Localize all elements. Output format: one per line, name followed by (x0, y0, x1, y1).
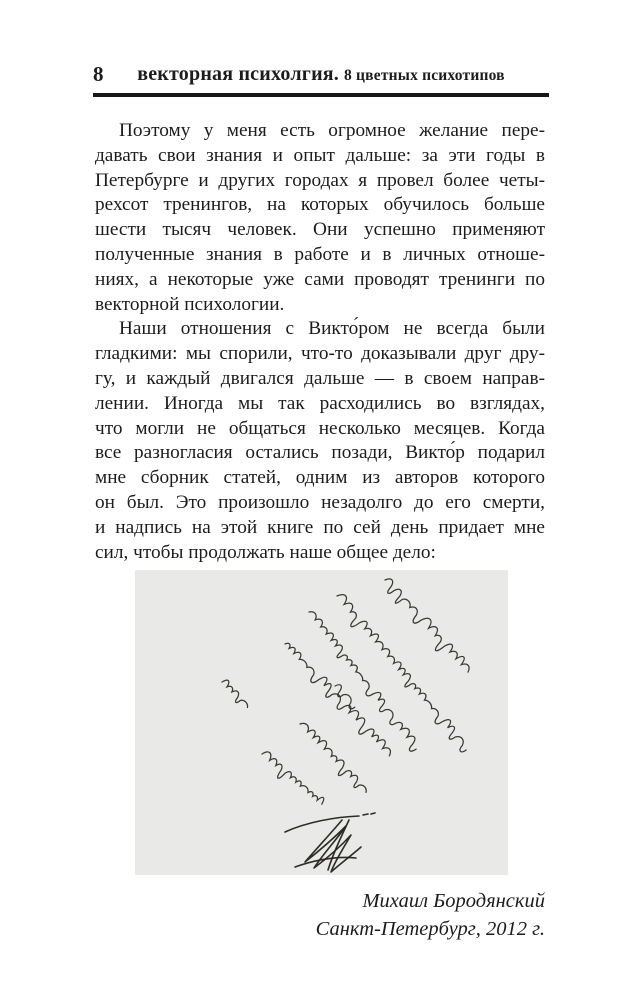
running-header (95, 62, 547, 97)
attribution-name: Михаил Бородянский (362, 890, 545, 913)
attribution-place-date: Санкт-Петербург, 2012 г. (315, 917, 545, 940)
text-line: ниях, а некоторые уже сами проводят тренинги по (95, 268, 545, 290)
text-line: сил, чтобы продолжать наше общее дело: (95, 541, 436, 563)
page-number: 8 (93, 62, 104, 86)
text-line: все разногласия остались позади, Викто́р подарил (95, 442, 545, 464)
text-line: полученные знания в работе и в личных отноше- (95, 243, 545, 265)
chapter-title (95, 62, 547, 88)
text-line: Петербурге и других городах я провел более четы- (95, 169, 545, 191)
text-line: давать свои знания и опыт дальше: за эти годы в (95, 144, 545, 166)
text-line: шести тысяч человек. Они успешно применяют (95, 219, 545, 241)
text-line: что могли не общаться несколько месяцев. Когда (95, 417, 545, 439)
chapter-title-sub: 8 цветных психотипов (344, 67, 505, 84)
header-row (95, 62, 547, 88)
header-rule (93, 93, 549, 97)
text-line: гладкими: мы спорили, что-то доказывали друг дру- (95, 343, 545, 365)
text-line: Поэтому у меня есть огромное желание пере- (119, 120, 545, 141)
text-line: он был. Это произошло незадолго до его смерти, (95, 491, 545, 513)
chapter-title-main: векторная психолгия. (137, 63, 340, 85)
inscription-photo-svg (135, 570, 508, 875)
body-text (95, 119, 545, 943)
text-line: и надпись на этой книге по сей день придает мне (95, 516, 545, 538)
text-line: Наши отношения с Викто́ром не всегда были (119, 318, 545, 340)
inscription-photo (135, 570, 508, 875)
text-line: рехсот тренингов, на которых обучилось больше (95, 194, 545, 216)
text-line: векторной психологии. (95, 293, 285, 315)
photo-background (135, 570, 508, 875)
paragraph-1 (95, 119, 545, 317)
text-line: лении. Иногда мы так расходились во взглядах, (95, 392, 545, 414)
text-line: мне сборник статей, одним из авторов которого (95, 467, 545, 489)
attribution (95, 888, 545, 943)
text-line: гу, и каждый двигался дальше — в своем направ- (95, 367, 545, 389)
paragraph-2 (95, 317, 545, 565)
